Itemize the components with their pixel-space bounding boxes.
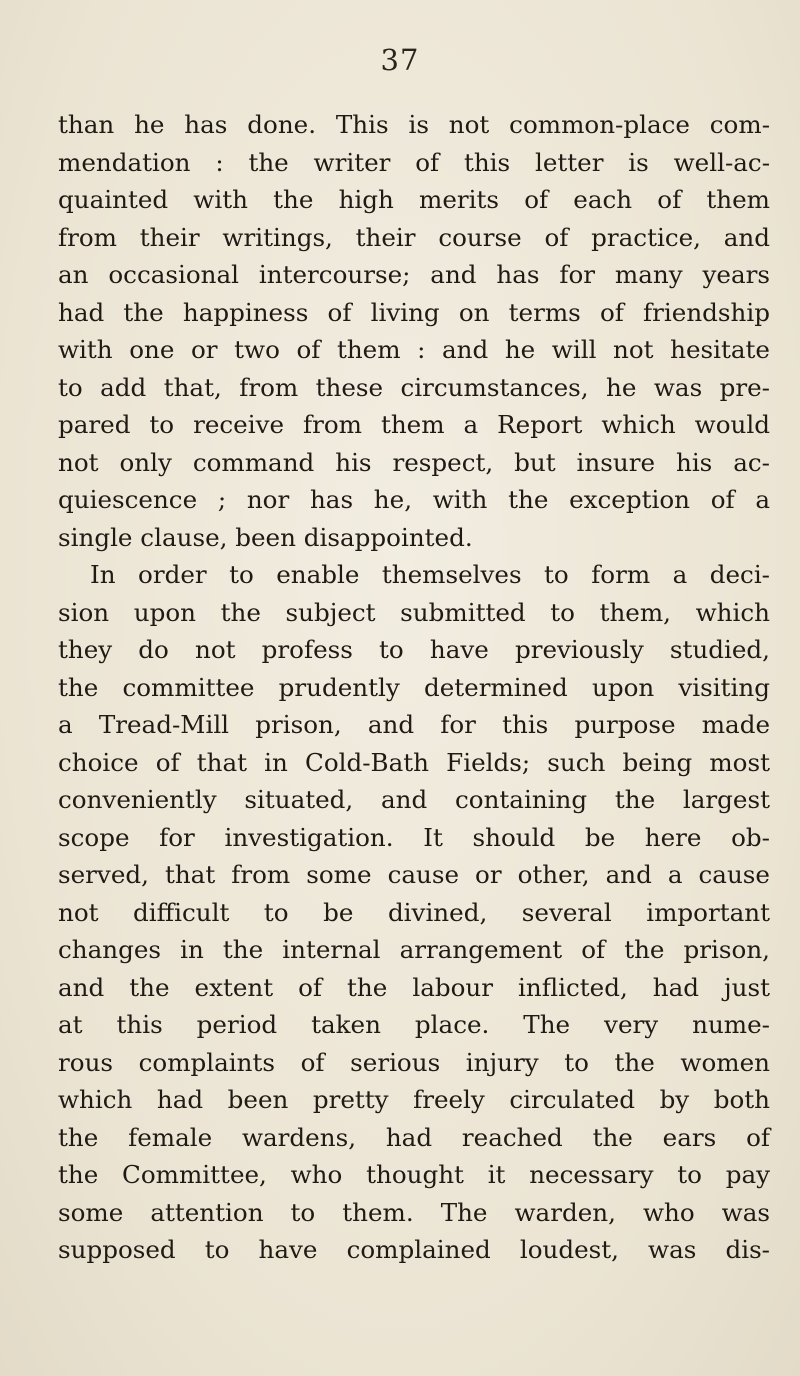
text-line: conveniently situated, and containing the largest — [58, 785, 770, 814]
text-line: to add that, from these circumstances, he was pre- — [58, 372, 770, 402]
text-line: the Committee, who thought it necessary to pay — [58, 1160, 770, 1189]
text-line: supposed to have complained loudest, was dis- — [58, 1235, 770, 1264]
text-line: from their writings, their course of practice, and — [58, 222, 770, 252]
text-line: served, that from some cause or other, and a cause — [58, 860, 770, 889]
text-line: not difficult to be divined, several important — [58, 897, 770, 927]
paragraph-start-line: In order to enable themselves to form a deci- — [90, 560, 770, 589]
text-line: a Tread-Mill prison, and for this purpose made — [58, 710, 770, 739]
text-line: scope for investigation. It should be here ob- — [58, 822, 770, 852]
text-line: sion upon the subject submitted to them, which — [58, 597, 770, 627]
text-line: they do not profess to have previously studied, — [58, 635, 770, 664]
text-line: which had been pretty freely circulated by both — [58, 1085, 770, 1114]
text-line: not only command his respect, but insure his ac- — [58, 447, 770, 477]
text-line: changes in the internal arrangement of the prison, — [58, 935, 770, 964]
text-line: choice of that in Cold-Bath Fields; such being most — [58, 747, 770, 777]
text-line: with one or two of them : and he will not hesitate — [58, 335, 770, 364]
text-line: had the happiness of living on terms of friendship — [58, 297, 770, 327]
text-line: and the extent of the labour inflicted, had just — [58, 972, 770, 1002]
text-line: the female wardens, had reached the ears of — [58, 1122, 770, 1152]
text-line: pared to receive from them a Report which would — [58, 410, 770, 439]
body-text — [58, 106, 770, 1269]
text-line: at this period taken place. The very nume- — [58, 1010, 770, 1039]
text-line: some attention to them. The warden, who was — [58, 1197, 770, 1227]
text-line: quiescence ; nor has he, with the exception of a — [58, 485, 770, 514]
page-number: 37 — [380, 43, 420, 77]
paragraph-end-line: single clause, been disappointed. — [58, 522, 473, 552]
text-line: an occasional intercourse; and has for many years — [58, 260, 770, 289]
text-line: than he has done. This is not common-place com- — [58, 110, 770, 139]
text-line: mendation : the writer of this letter is well-ac- — [58, 147, 770, 177]
text-line: the committee prudently determined upon visiting — [58, 672, 770, 702]
text-line: quainted with the high merits of each of them — [58, 185, 770, 214]
text-line: rous complaints of serious injury to the women — [58, 1047, 770, 1077]
